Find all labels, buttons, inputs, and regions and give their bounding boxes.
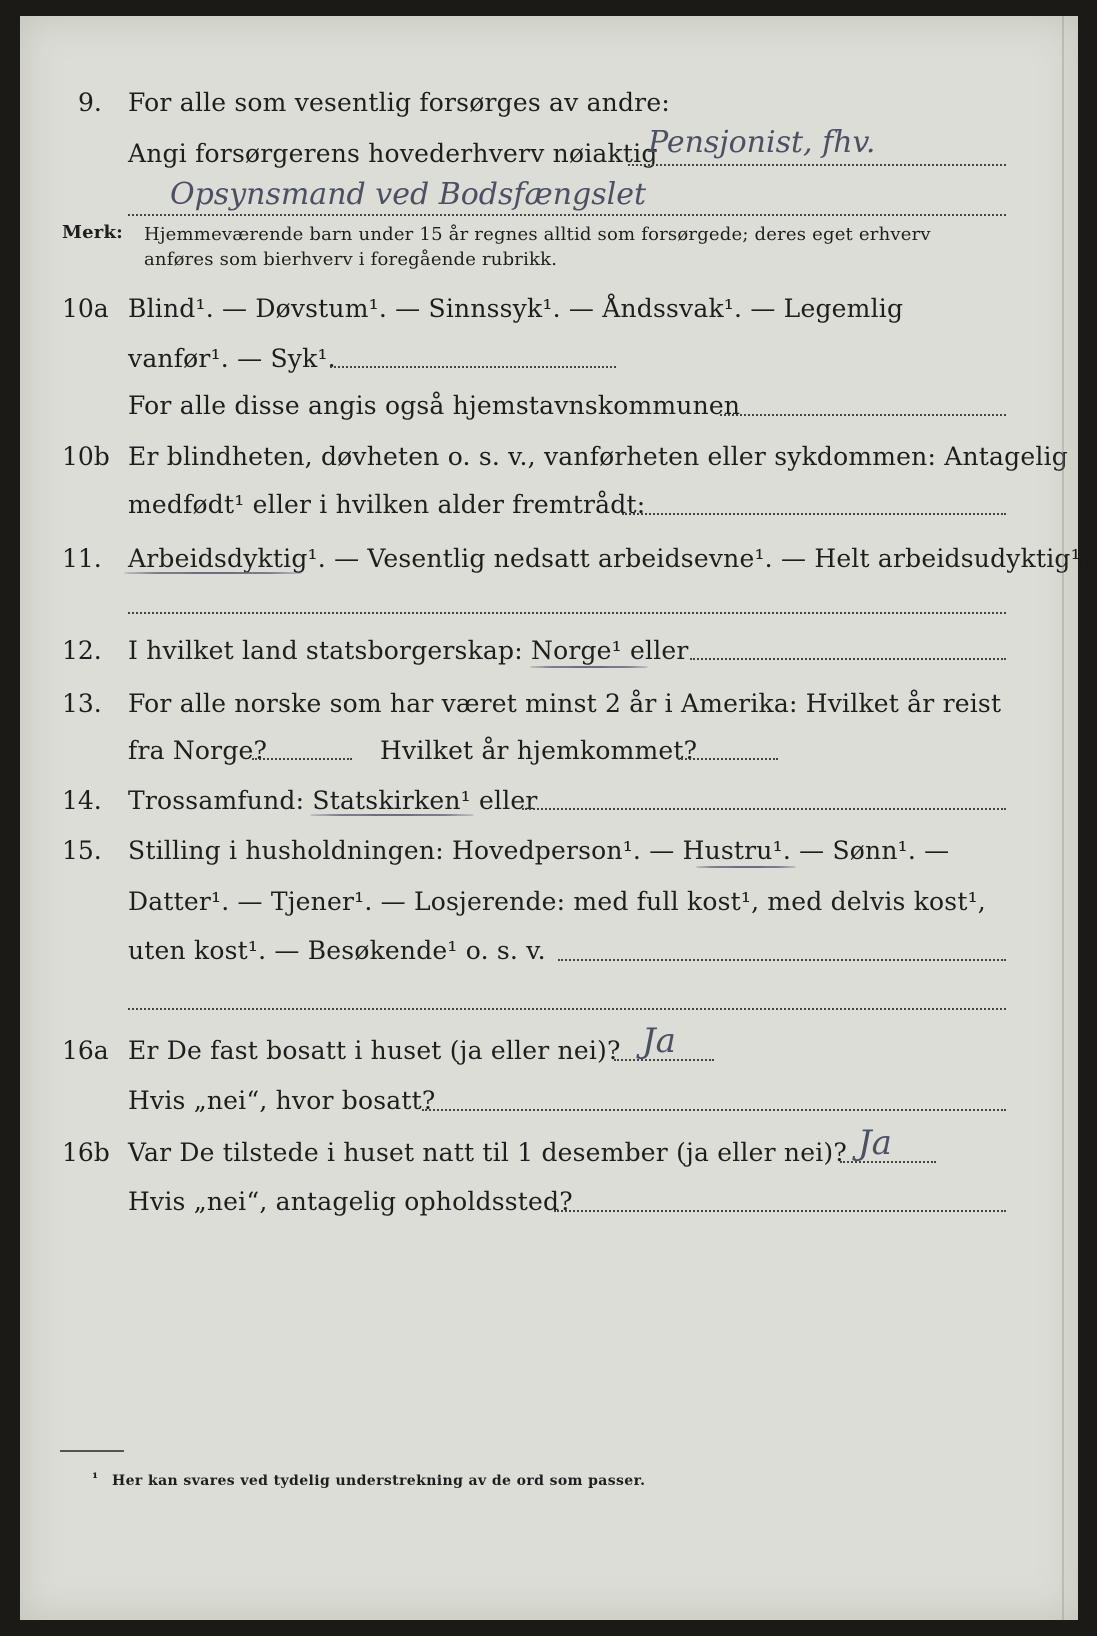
q9-handwritten-answer2: Opsynsmand ved Bodsfængslet xyxy=(170,177,647,212)
q12-number: 12. xyxy=(62,636,102,665)
q16b-handwritten-answer: Ja xyxy=(858,1123,892,1163)
q13-line2b: Hvilket år hjemkommet? xyxy=(380,736,698,765)
merk-label: Merk: xyxy=(62,222,123,243)
q11-arbeidsdyktig-underline xyxy=(124,572,302,574)
q15-line3: uten kost¹. — Besøkende¹ o. s. v. xyxy=(128,936,546,965)
q15-line1: Stilling i husholdningen: Hovedperson¹. — Hustru¹. — Sønn¹. — xyxy=(128,836,950,865)
q9-number: 9. xyxy=(78,88,102,117)
q16a-line2: Hvis „nei“, hvor bosatt? xyxy=(128,1086,436,1115)
q10a-line1: Blind¹. — Døvstum¹. — Sinnssyk¹. — Åndssvak¹. — Legemlig xyxy=(128,294,904,323)
q15-hustru-underline xyxy=(696,866,796,868)
q14-answer-line xyxy=(522,808,1006,810)
footnote-rule xyxy=(60,1450,124,1452)
q10b-answer-line xyxy=(622,513,1006,515)
q13-reist-line xyxy=(252,758,352,760)
q13-number: 13. xyxy=(62,689,102,718)
q15-answer-line1 xyxy=(558,959,1006,961)
q15-line2: Datter¹. — Tjener¹. — Losjerende: med full kost¹, med delvis kost¹, xyxy=(128,887,986,916)
footnote-mark: ¹ xyxy=(92,1471,99,1487)
q11-number: 11. xyxy=(62,544,102,573)
q16b-line2: Hvis „nei“, antagelig opholdssted? xyxy=(128,1187,573,1216)
q10a-number: 10a xyxy=(62,294,109,323)
q10a-kommune-line xyxy=(720,414,1006,416)
q9-line1: For alle som vesentlig forsørges av andre: xyxy=(128,88,670,117)
q9-line2: Angi forsørgerens hovederhverv nøiaktig xyxy=(128,139,658,168)
q9-answer-line1 xyxy=(628,164,1006,166)
q10a-line2: vanfør¹. — Syk¹. xyxy=(128,344,336,373)
census-form-page xyxy=(20,16,1089,1620)
q13-hjemkommet-line xyxy=(678,758,778,760)
q16a-bosatt-line xyxy=(422,1109,1006,1111)
merk-line1: Hjemmeværende barn under 15 år regnes alltid som forsørgede; deres eget erhverv xyxy=(144,224,931,245)
q12-line1: I hvilket land statsborgerskap: Norge¹ eller xyxy=(128,636,689,665)
q11-line1: Arbeidsdyktig¹. — Vesentlig nedsatt arbeidsevne¹. — Helt arbeidsudyktig¹. xyxy=(128,544,1089,573)
q14-line1: Trossamfund: Statskirken¹ eller xyxy=(128,786,538,815)
q10b-number: 10b xyxy=(62,442,110,471)
footnote-text: Her kan svares ved tydelig understrekning av de ord som passer. xyxy=(112,1473,646,1489)
q11-answer-line xyxy=(128,612,1006,614)
q10a-line3: For alle disse angis også hjemstavnskommunen xyxy=(128,391,741,420)
q15-number: 15. xyxy=(62,836,102,865)
q15-answer-line2 xyxy=(128,1008,1006,1010)
q16b-line1: Var De tilstede i huset natt til 1 desember (ja eller nei)? xyxy=(128,1138,847,1167)
q9-handwritten-answer1: Pensjonist, fhv. xyxy=(648,125,876,160)
q14-number: 14. xyxy=(62,786,102,815)
q13-line1: For alle norske som har været minst 2 år i Amerika: Hvilket år reist xyxy=(128,689,1002,718)
q16a-line1: Er De fast bosatt i huset (ja eller nei)? xyxy=(128,1036,621,1065)
q16a-handwritten-answer: Ja xyxy=(642,1021,676,1061)
q9-answer-line2 xyxy=(128,214,1006,216)
q12-norge-underline xyxy=(530,666,648,668)
q10a-syk-line xyxy=(330,366,616,368)
q16b-number: 16b xyxy=(62,1138,110,1167)
q10b-line2: medfødt¹ eller i hvilken alder fremtrådt: xyxy=(128,490,646,519)
q12-answer-line xyxy=(690,658,1006,660)
q16a-number: 16a xyxy=(62,1036,109,1065)
merk-line2: anføres som bierhverv i foregående rubrikk. xyxy=(144,249,558,270)
q10b-line1: Er blindheten, døvheten o. s. v., vanførheten eller sykdommen: Antagelig xyxy=(128,442,1068,471)
q16b-opholdssted-line xyxy=(554,1210,1006,1212)
q14-statskirken-underline xyxy=(310,814,474,816)
q13-line2a: fra Norge? xyxy=(128,736,268,765)
